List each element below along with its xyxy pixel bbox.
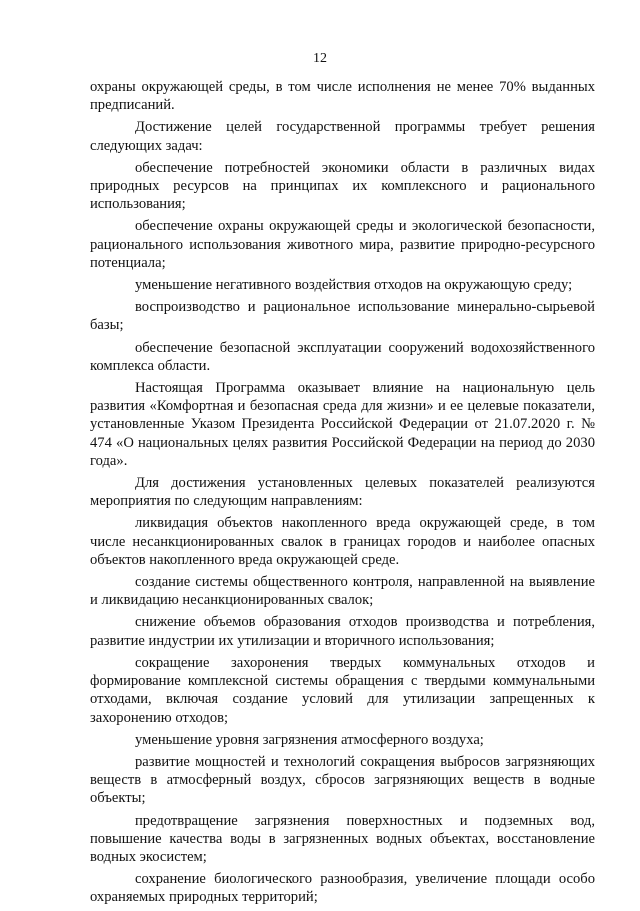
paragraph: Достижение целей государственной программы требует решения следующих задач: bbox=[90, 119, 595, 154]
list-item: обеспечение охраны окружающей среды и экологической безопасности, рационального использования животного мира, развитие природно-ресурсного потенциала; bbox=[90, 218, 595, 271]
paragraph: Настоящая Программа оказывает влияние на национальную цель развития «Комфортная и безопасная среда для жизни» и ее целевые показатели, установленные Указом Президента Российской Федерации от 21.07.2020 г. № 474 «О национальных целях развития Российской Федерации на период до 2030 года». bbox=[90, 380, 595, 469]
list-item: воспроизводство и рациональное использование минерально-сырьевой базы; bbox=[90, 299, 595, 334]
list-item: уменьшение негативного воздействия отходов на окружающую среду; bbox=[135, 277, 573, 294]
paragraph: охраны окружающей среды, в том числе исполнения не менее 70% выданных предписаний. bbox=[90, 79, 595, 114]
list-item: обеспечение потребностей экономики области в различных видах природных ресурсов на принципах их комплексного и рационального использования; bbox=[90, 159, 595, 213]
page-number: 12 bbox=[313, 51, 327, 66]
list-item: обеспечение безопасной эксплуатации сооружений водохозяйственного комплекса области. bbox=[90, 339, 595, 374]
paragraph: Для достижения установленных целевых показателей реализуются мероприятия по следующим направлениям: bbox=[90, 475, 595, 510]
list-item: уменьшение уровня загрязнения атмосферного воздуха; bbox=[135, 731, 484, 748]
list-item: предотвращение загрязнения поверхностных и подземных вод, повышение качества воды в загрязненных водных объектах, восстановление водных экосистем; bbox=[90, 812, 595, 865]
list-item: сокращение захоронения твердых коммунальных отходов и формирование комплексной системы обращения с твердыми коммунальными отходами, включая создание условий для утилизации запрещенных к захоронению отходов; bbox=[90, 654, 595, 726]
list-item: создание системы общественного контроля, направленной на выявление и ликвидацию несанкционированных свалок; bbox=[90, 574, 595, 609]
document-body bbox=[90, 78, 595, 911]
list-item: снижение объемов образования отходов производства и потребления, развитие индустрии их утилизации и вторичного использования; bbox=[90, 614, 595, 649]
list-item: ликвидация объектов накопленного вреда окружающей среде, в том числе несанкционированных свалок в границах городов и наиболее опасных объектов накопленного вреда окружающей среде. bbox=[90, 515, 595, 568]
list-item: сохранение биологического разнообразия, увеличение площади особо охраняемых природных территорий; bbox=[90, 871, 595, 906]
list-item: развитие мощностей и технологий сокращения выбросов загрязняющих веществ в атмосферный воздух, сбросов загрязняющих веществ в водные объекты; bbox=[90, 753, 595, 807]
